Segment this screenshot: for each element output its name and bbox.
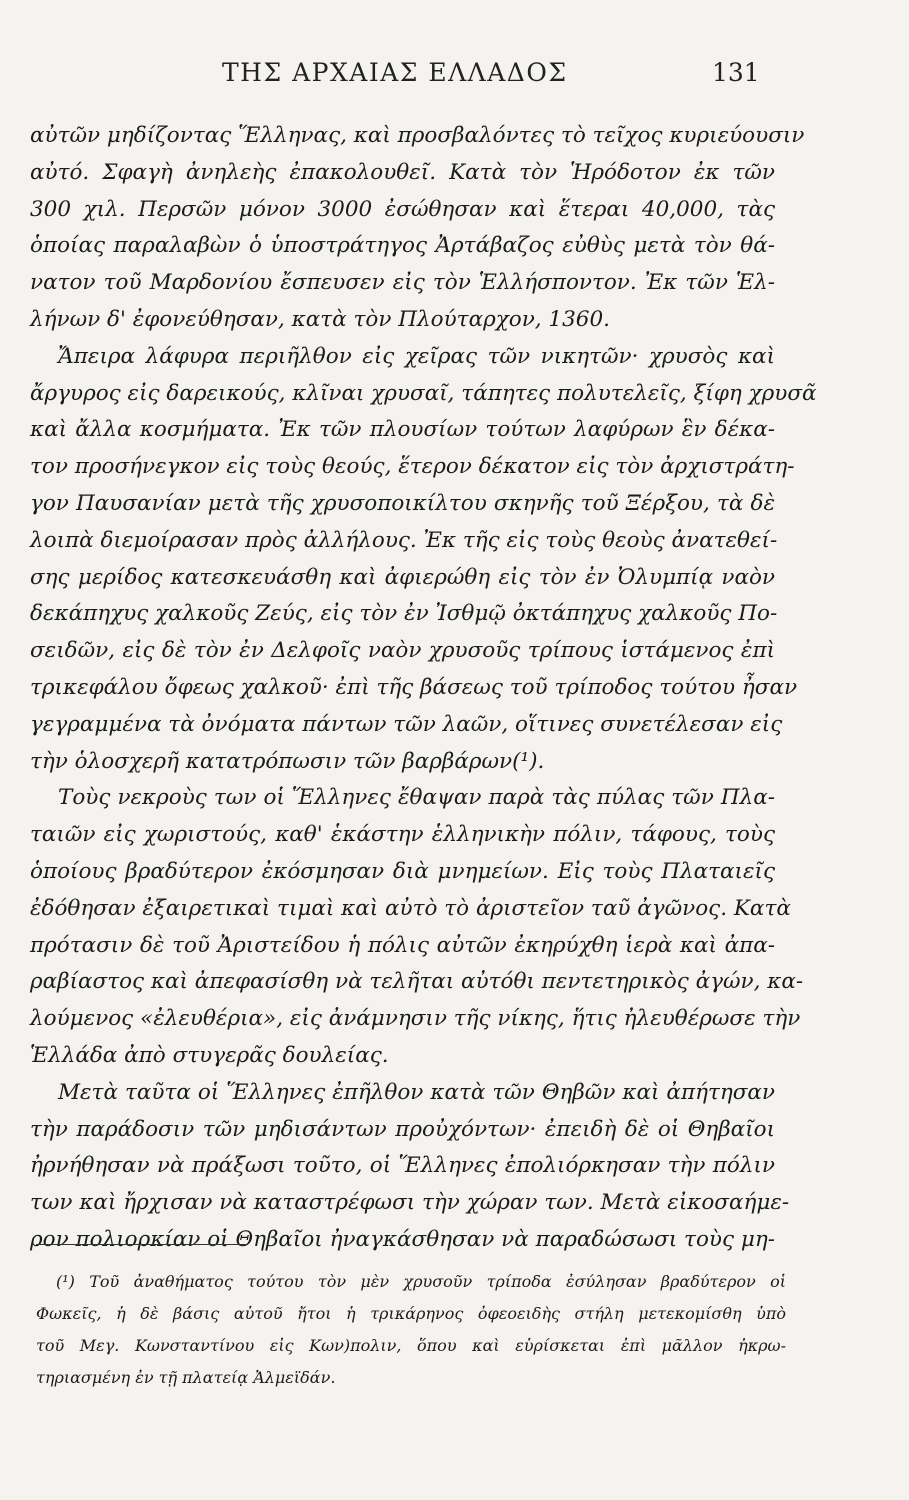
text-line: πρότασιν δὲ τοῦ Ἀριστείδου ἡ πόλις αὐτῶν ἐκηρύχθη ἱερὰ καὶ ἀπα- [30, 932, 775, 958]
text-line: τὴν ὁλοσχερῆ κατατρόπωσιν τῶν βαρβάρων(¹). [30, 748, 545, 774]
text-line: ταιῶν εἰς χωριστούς, καθ' ἑκάστην ἑλληνικὴν πόλιν, τάφους, τοὺς [30, 822, 775, 848]
text-line: ρον πολιορκίαν οἱ Θηβαῖοι ἠναγκάσθησαν νὰ παραδώσωσι τοὺς μη- [30, 1226, 775, 1252]
text-line: τον προσήνεγκον εἰς τοὺς θεούς, ἕτερον δέκατον εἰς τὸν ἀρχιστράτη- [30, 454, 795, 480]
text-line: ἠρνήθησαν νὰ πράξωσι τοῦτο, οἱ Ἕλληνες ἐπολιόρκησαν τὴν πόλιν [30, 1153, 775, 1179]
footnote-line: Φωκεῖς, ἡ δὲ βάσις αὐτοῦ ἤτοι ἡ τρικάρηνος ὀφεοειδὴς στήλη μετεκομίσθη ὑπὸ [36, 1304, 786, 1323]
footnote [36, 1266, 786, 1394]
footnote-line: τοῦ Μεγ. Κωνσταντίνου εἰς Κων)πολιν, ὅπου καὶ εὑρίσκεται ἐπὶ μᾶλλον ἠκρω- [36, 1336, 786, 1355]
page-number: 131 [712, 58, 760, 87]
text-line: ὁποίας παραλαβὼν ὁ ὑποστράτηγος Ἀρτάβαζος εὐθὺς μετὰ τὸν θά- [30, 233, 775, 259]
footnote-line: (¹) Τοῦ ἀναθήματος τούτου τὸν μὲν χρυσοῦν τρίποδα ἐσύλησαν βραδύτερον οἱ [56, 1272, 786, 1291]
text-line: ἄργυρος εἰς δαρεικούς, κλῖναι χρυσαῖ, τάπητες πολυτελεῖς, ξίφη χρυσᾶ [30, 380, 817, 406]
text-line: ὁποίους βραδύτερον ἐκόσμησαν διὰ μνημείων. Εἰς τοὺς Πλαταιεῖς [30, 858, 775, 884]
paragraph-start-line: Τοὺς νεκροὺς των οἱ Ἕλληνες ἔθαψαν παρὰ τὰς πύλας τῶν Πλα- [58, 785, 775, 811]
text-line: καὶ ἄλλα κοσμήματα. Ἐκ τῶν πλουσίων τούτων λαφύρων ἓν δέκα- [30, 417, 775, 443]
text-line: λοιπὰ διεμοίρασαν πρὸς ἀλλήλους. Ἐκ τῆς εἰς τοὺς θεοὺς ἀνατεθεί- [30, 527, 778, 553]
text-line: τὴν παράδοσιν τῶν μηδισάντων προὐχόντων· ἐπειδὴ δὲ οἱ Θηβαῖοι [30, 1116, 775, 1142]
paragraph-start-line: Ἄπειρα λάφυρα περιῆλθον εἰς χεῖρας τῶν νικητῶν· χρυσὸς καὶ [58, 343, 775, 369]
footnote-line: τηριασμένη ἐν τῇ πλατείᾳ Ἀλμεϊδάν. [36, 1368, 336, 1387]
text-line: λούμενος «ἐλευθέρια», εἰς ἀνάμνησιν τῆς νίκης, ἥτις ἠλευθέρωσε τὴν [30, 1006, 801, 1032]
text-line: των καὶ ἤρχισαν νὰ καταστρέφωσι τὴν χώραν των. Μετὰ εἰκοσαήμε- [30, 1190, 790, 1216]
text-line: 300 χιλ. Περσῶν μόνον 3000 ἐσώθησαν καὶ ἕτεραι 40,000, τὰς [30, 196, 775, 222]
text-line: λήνων δ' ἐφονεύθησαν, κατὰ τὸν Πλούταρχον, 1360. [30, 306, 610, 332]
text-line: σειδῶν, εἰς δὲ τὸν ἐν Δελφοῖς ναὸν χρυσοῦς τρίπους ἱστάμενος ἐπὶ [30, 638, 775, 664]
text-line: ραβίαστος καὶ ἀπεφασίσθη νὰ τελῆται αὐτόθι πεντετηρικὸς ἀγών, κα- [30, 969, 804, 995]
footnote-divider [36, 1244, 246, 1245]
running-title: ΤΗΣ ΑΡΧΑΙΑΣ ΕΛΛΑΔΟΣ [222, 58, 568, 87]
paragraph-start-line: Μετὰ ταῦτα οἱ Ἕλληνες ἐπῆλθον κατὰ τῶν Θηβῶν καὶ ἀπήτησαν [58, 1079, 775, 1105]
text-line: δεκάπηχυς χαλκοῦς Ζεύς, εἰς τὸν ἐν Ἰσθμῷ ὀκτάπηχυς χαλκοῦς Πο- [30, 601, 778, 627]
text-line: γεγραμμένα τὰ ὀνόματα πάντων τῶν λαῶν, οἵτινες συνετέλεσαν εἰς [30, 711, 783, 737]
page-header [0, 58, 909, 98]
text-line: αὐτό. Σφαγὴ ἀνηλεὴς ἐπακολουθεῖ. Κατὰ τὸν Ἡρόδοτον ἐκ τῶν [30, 159, 775, 185]
text-line: νατον τοῦ Μαρδονίου ἔσπευσεν εἰς τὸν Ἑλλήσποντον. Ἐκ τῶν Ἑλ- [30, 270, 775, 296]
text-line: Ἑλλάδα ἀπὸ στυγερᾶς δουλείας. [30, 1042, 389, 1068]
text-line: σης μερίδος κατεσκευάσθη καὶ ἀφιερώθη εἰς τὸν ἐν Ὀλυμπίᾳ ναὸν [30, 564, 775, 590]
text-line: αὐτῶν μηδίζοντας Ἕλληνας, καὶ προσβαλόντες τὸ τεῖχος κυριεύουσιν [30, 123, 805, 148]
main-text [30, 118, 817, 1259]
text-line: τρικεφάλου ὄφεως χαλκοῦ· ἐπὶ τῆς βάσεως τοῦ τρίποδος τούτου ἦσαν [30, 674, 798, 700]
text-line: ἐδόθησαν ἐξαιρετικαὶ τιμαὶ καὶ αὐτὸ τὸ ἀριστεῖον ταῦ ἀγῶνος. Κατὰ [30, 895, 791, 921]
text-line: γον Παυσανίαν μετὰ τῆς χρυσοποικίλτου σκηνῆς τοῦ Ξέρξου, τὰ δὲ [30, 490, 775, 516]
